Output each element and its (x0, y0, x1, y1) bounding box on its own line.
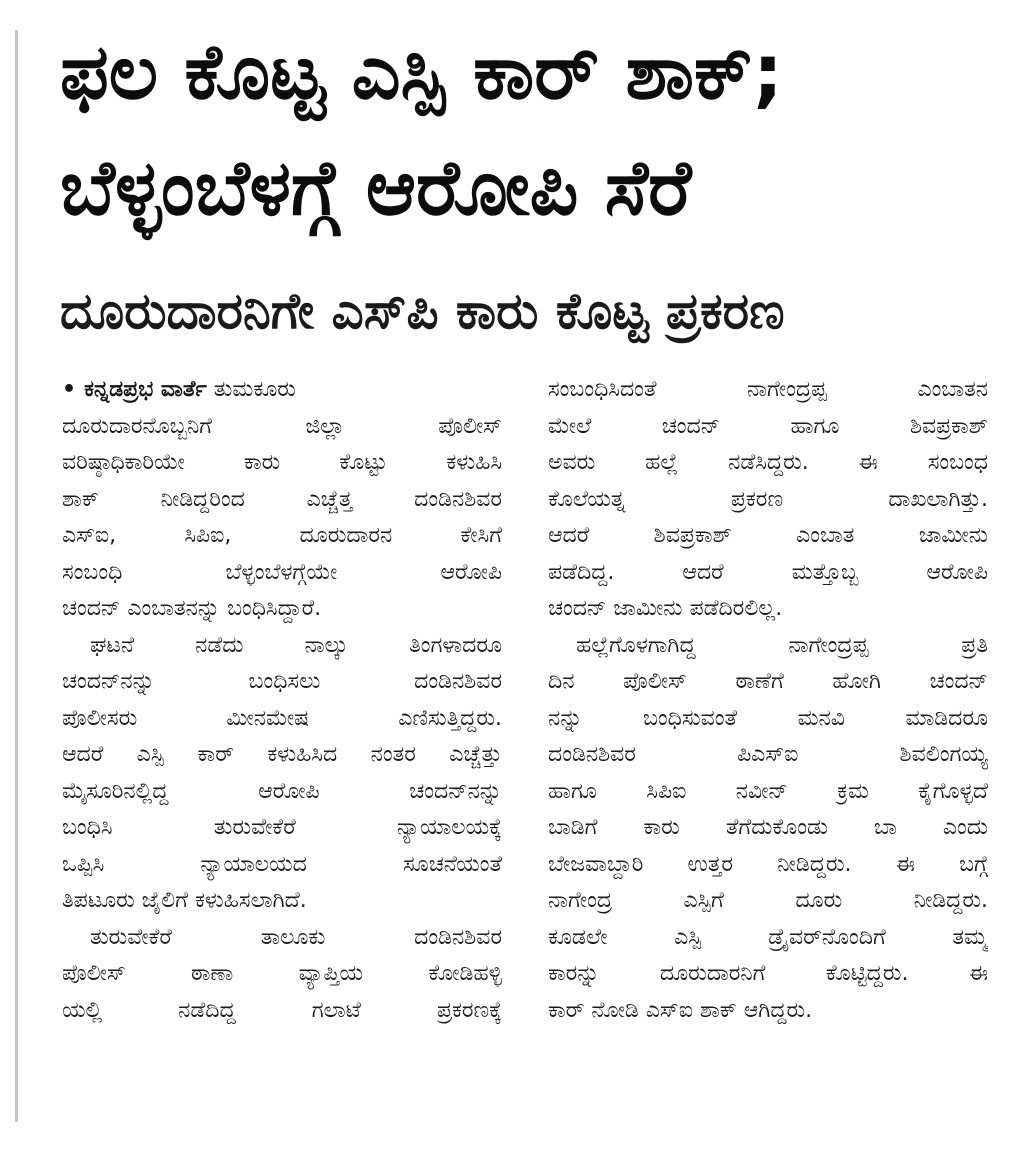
text-line: ಶಾಕ್ ನೀಡಿದ್ದರಿಂದ ಎಚ್ಚೆತ್ತ ದಂಡಿನಶಿವರ (62, 486, 502, 512)
text-line: ಕಾರನ್ನು ದೂರುದಾರನಿಗೆ ಕೊಟ್ಟಿದ್ದರು. ಈ (548, 961, 988, 986)
text-line: ನಾಗೇಂದ್ರ ಎಸ್ಪಿಗೆ ದೂರು ನೀಡಿದ್ದರು. (548, 888, 988, 913)
text-line: ಹಲ್ಲೆಗೊಳಗಾಗಿದ್ದ ನಾಗೇಂದ್ರಪ್ಪ ಪ್ರತಿ (576, 632, 988, 658)
text-line: ಯಲ್ಲಿ ನಡೆದಿದ್ದ ಗಲಾಟೆ ಪ್ರಕರಣಕ್ಕೆ (62, 997, 502, 1023)
headline-line-2: ಬೆಳ್ಳಂಬೆಳಗ್ಗೆ ಆರೋಪಿ ಸೆರೆ (60, 143, 692, 232)
text-line: ಚಂದನ್ ಎಂಬಾತನನ್ನು ಬಂಧಿಸಿದ್ದಾರೆ. (62, 596, 322, 621)
byline-place: ತುಮಕೂರು (213, 377, 296, 402)
text-line: ಕಾರ್ ನೋಡಿ ಎಸ್‌ಐ ಶಾಕ್ ಆಗಿದ್ದರು. (548, 997, 813, 1023)
text-line: ದಂಡಿನಶಿವರ ಪಿಎಸ್‌ಐ ಶಿವಲಿಂಗಯ್ಯ (548, 742, 988, 767)
text-line: ಆದರೆ ಎಸ್ಪಿ ಕಾರ್ ಕಳುಹಿಸಿದ ನಂತರ ಎಚ್ಚೆತ್ತು (62, 742, 502, 767)
article-column-right (548, 372, 988, 1029)
text-line: ತಿಪಟೂರು ಜೈಲಿಗೆ ಕಳುಹಿಸಲಾಗಿದೆ. (62, 888, 307, 913)
text-line: ಘಟನೆ ನಡೆದು ನಾಲ್ಕು ತಿಂಗಳಾದರೂ (90, 632, 502, 658)
byline-bullet: • (62, 377, 77, 402)
text-line: ದಿನ ಪೊಲೀಸ್ ಠಾಣೆಗೆ ಹೋಗಿ ಚಂದನ್ (548, 669, 988, 694)
subheadline: ದೂರುದಾರನಿಗೇ ಎಸ್‌ಪಿ ಕಾರು ಕೊಟ್ಟ ಪ್ರಕರಣ (60, 282, 785, 340)
text-line: ಮೈಸೂರಿನಲ್ಲಿದ್ದ ಆರೋಪಿ ಚಂದನ್‌ನನ್ನು (62, 778, 502, 804)
text-line: ಮೇಲೆ ಚಂದನ್ ಹಾಗೂ ಶಿವಪ್ರಕಾಶ್ (548, 413, 988, 439)
text-line: ಎಸ್‌ಐ, ಸಿಪಿಐ, ದೂರುದಾರನ ಕೇಸಿಗೆ (62, 523, 502, 548)
text-line: ಚಂದನ್‌ನನ್ನು ಬಂಧಿಸಲು ದಂಡಿನಶಿವರ (62, 669, 502, 694)
text-line: ಪೊಲೀಸರು ಮೀನಮೇಷ ಎಣಿಸುತ್ತಿದ್ದರು. (62, 705, 502, 731)
text-line: ತುರುವೇಕೆರೆ ತಾಲೂಕು ದಂಡಿನಶಿವರ (90, 924, 502, 950)
text-line: ಪೊಲೀಸ್ ಠಾಣಾ ವ್ಯಾಪ್ತಿಯ ಕೋಡಿಹಳ್ಳಿ (62, 961, 502, 986)
text-line: ಹಾಗೂ ಸಿಪಿಐ ನವೀನ್ ಕ್ರಮ ಕೈಗೊಳ್ಳದೆ (548, 778, 988, 804)
text-line: ಬಂಧಿಸಿ ತುರುವೇಕೆರೆ ನ್ಯಾಯಾಲಯಕ್ಕೆ (62, 815, 502, 840)
text-line: ಸಂಬಂಧಿ ಬೆಳ್ಳಂಬೆಳಗ್ಗೆಯೇ ಆರೋಪಿ (62, 559, 502, 585)
headline-line-1: ಫಲ ಕೊಟ್ಟ ಎಸ್ಪಿ ಕಾರ್ ಶಾಕ್; (60, 27, 784, 116)
text-line: ಕೂಡಲೇ ಎಸ್ಪಿ ಡ್ರೈವರ್‌ನೊಂದಿಗೆ ತಮ್ಮ (548, 924, 988, 950)
text-line: ಪಡೆದಿದ್ದ. ಆದರೆ ಮತ್ತೊಬ್ಬ ಆರೋಪಿ (548, 559, 988, 585)
text-line: ಒಪ್ಪಿಸಿ ನ್ಯಾಯಾಲಯದ ಸೂಚನೆಯಂತೆ (62, 851, 502, 877)
text-line: ಕೊಲೆಯತ್ನ ಪ್ರಕರಣ ದಾಖಲಾಗಿತ್ತು. (548, 486, 988, 512)
text-line: ದೂರುದಾರನೊಬ್ಬನಿಗೆ ಜಿಲ್ಲಾ ಪೊಲೀಸ್ (62, 413, 502, 439)
text-line: ಬೇಜವಾಬ್ದಾರಿ ಉತ್ತರ ನೀಡಿದ್ದರು. ಈ ಬಗ್ಗೆ (548, 851, 988, 877)
byline-agency: ಕನ್ನಡಪ್ರಭ ವಾರ್ತೆ (84, 377, 207, 402)
article-column-left (62, 372, 502, 1029)
text-line: ಅವರು ಹಲ್ಲೆ ನಡೆಸಿದ್ದರು. ಈ ಸಂಬಂಧ (548, 450, 988, 475)
text-line: ನನ್ನು ಬಂಧಿಸುವಂತೆ ಮನವಿ ಮಾಡಿದರೂ (548, 705, 988, 731)
text-line: ಚಂದನ್ ಜಾಮೀನು ಪಡೆದಿರಲಿಲ್ಲ. (548, 596, 783, 621)
byline (62, 372, 502, 409)
text-line: ಬಾಡಿಗೆ ಕಾರು ತೆಗೆದುಕೊಂಡು ಬಾ ಎಂದು (548, 815, 988, 840)
text-line: ವರಿಷ್ಠಾಧಿಕಾರಿಯೇ ಕಾರು ಕೊಟ್ಟು ಕಳುಹಿಸಿ (62, 450, 502, 475)
text-line: ಸಂಬಂಧಿಸಿದಂತೆ ನಾಗೇಂದ್ರಪ್ಪ ಎಂಬಾತನ (548, 377, 988, 402)
text-line: ಆದರೆ ಶಿವಪ್ರಕಾಶ್ ಎಂಬಾತ ಜಾಮೀನು (548, 523, 988, 548)
column-divider-rule (15, 30, 18, 1122)
